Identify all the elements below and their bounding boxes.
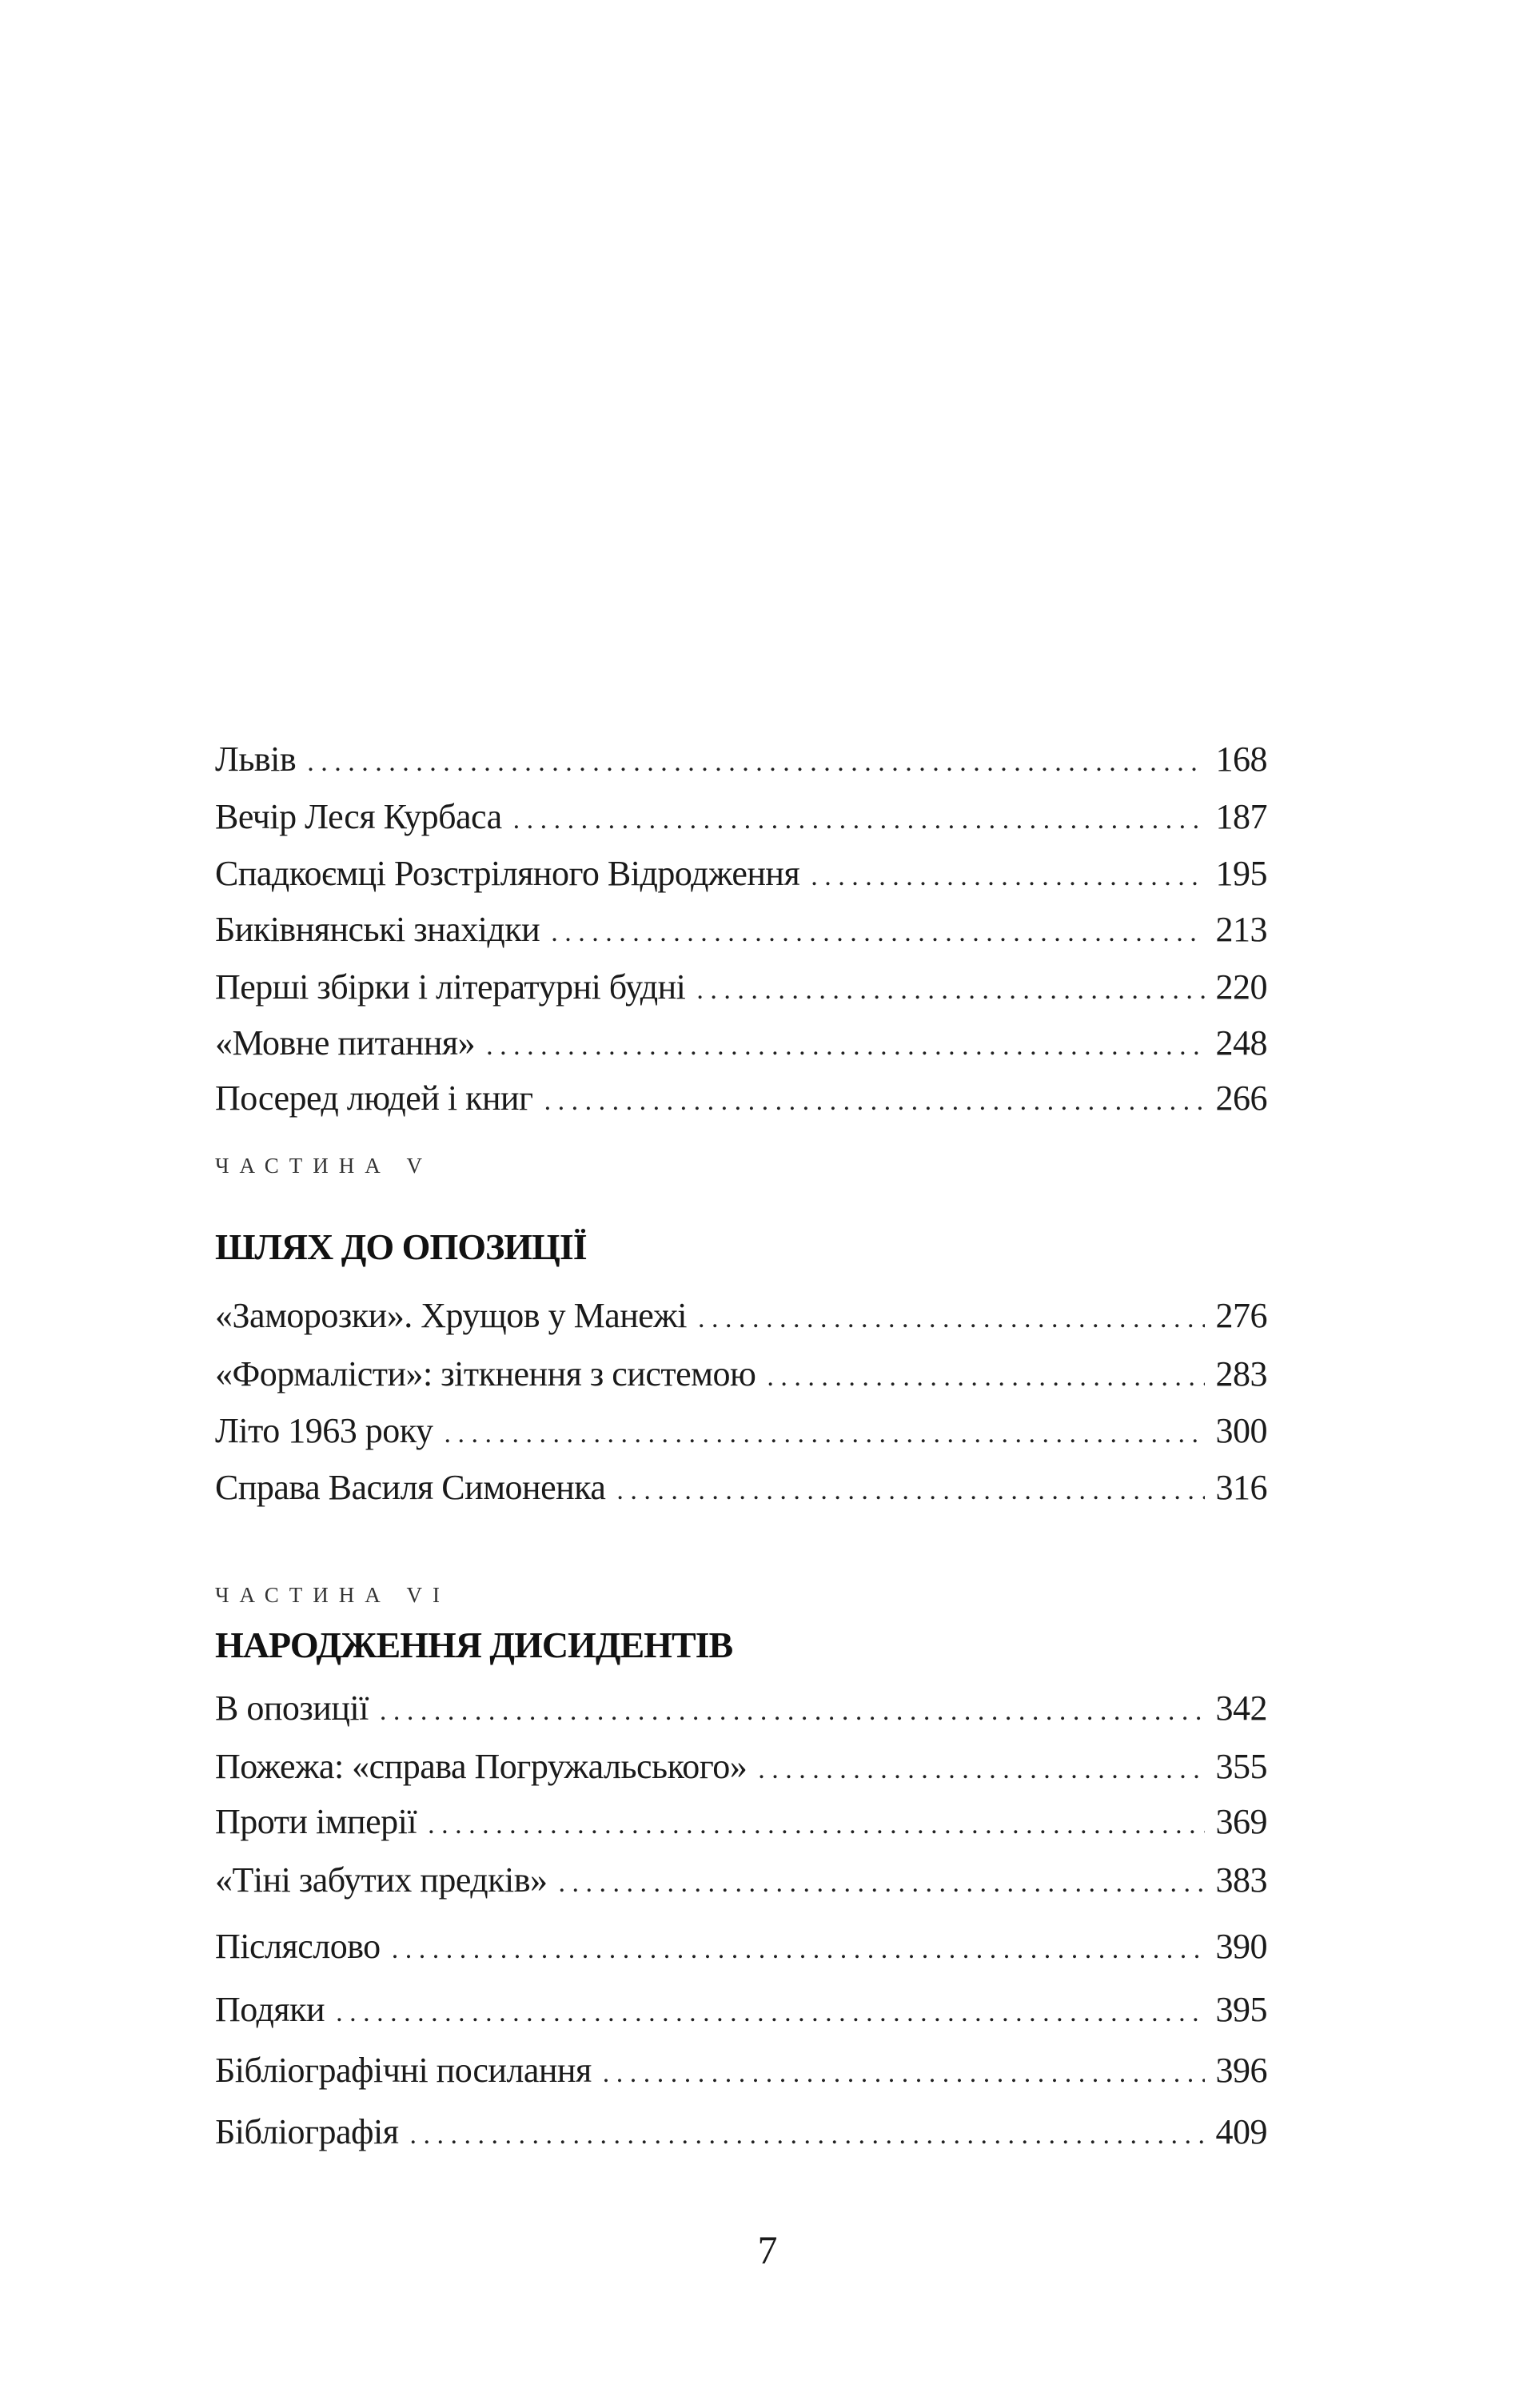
page-number: 7 <box>757 2227 778 2272</box>
toc-entry-page: 396 <box>1215 2051 1267 2090</box>
toc-entry-title: Пожежа: «справа Погружальського» <box>215 1747 748 1786</box>
toc-entry-title: Літо 1963 року <box>215 1411 433 1450</box>
toc-entry <box>215 1986 1267 2034</box>
toc-entry-title: Бібліографія <box>215 2112 399 2151</box>
toc-entry <box>215 1074 1267 1122</box>
toc-entry-page: 220 <box>1215 967 1267 1007</box>
part-title: ШЛЯХ ДО ОПОЗИЦІЇ <box>215 1226 587 1267</box>
toc-entry-page: 300 <box>1215 1411 1267 1450</box>
dot-leader <box>380 1688 1205 1736</box>
dot-leader <box>410 2111 1205 2159</box>
toc-entry <box>215 1350 1267 1398</box>
dot-leader <box>307 739 1204 787</box>
dot-leader <box>767 1354 1204 1401</box>
toc-entry-title: Спадкоємці Розстріляного Відродження <box>215 854 800 893</box>
dot-leader <box>559 1860 1205 1908</box>
toc-entry <box>215 1684 1267 1732</box>
toc-entry-title: Посеред людей і книг <box>215 1078 533 1118</box>
dot-leader <box>758 1746 1204 1794</box>
toc-entry-page: 213 <box>1215 910 1267 949</box>
toc-entry <box>215 1923 1267 1971</box>
toc-entry-title: «Формалісти»: зіткнення з системою <box>215 1354 756 1393</box>
toc-entry <box>215 850 1267 898</box>
toc-entry-title: Львів <box>215 740 297 779</box>
toc-entry-title: Перші збірки і літературні будні <box>215 967 686 1007</box>
toc-entry-page: 369 <box>1215 1802 1267 1841</box>
toc-entry-title: Проти імперії <box>215 1802 417 1841</box>
toc-entry-title: В опозиції <box>215 1688 369 1728</box>
toc-entry <box>215 1019 1267 1067</box>
toc-entry <box>215 1798 1267 1846</box>
dot-leader <box>811 853 1204 901</box>
toc-entry-title: Бібліографічні посилання <box>215 2051 592 2090</box>
toc-entry <box>215 963 1267 1011</box>
dot-leader <box>616 1467 1204 1515</box>
toc-entry-title: «Тіні забутих предків» <box>215 1860 548 1900</box>
toc-entry-title: «Заморозки». Хрущов у Манежі <box>215 1296 687 1335</box>
dot-leader <box>392 1926 1205 1974</box>
part-label: ЧАСТИНА VI <box>215 1583 450 1607</box>
dot-leader <box>336 1989 1204 2037</box>
dot-leader <box>428 1801 1204 1849</box>
toc-entry-page: 187 <box>1215 797 1267 836</box>
toc-entry-title: Вечір Леся Курбаса <box>215 797 502 836</box>
toc-entry <box>215 1292 1267 1340</box>
dot-leader <box>513 796 1205 844</box>
toc-entry-page: 383 <box>1215 1860 1267 1900</box>
toc-entry-page: 409 <box>1215 2112 1267 2151</box>
toc-entry-page: 395 <box>1215 1990 1267 2029</box>
toc-entry <box>215 736 1267 783</box>
toc-entry-page: 342 <box>1215 1688 1267 1728</box>
toc-entry <box>215 1743 1267 1791</box>
part-title: НАРОДЖЕННЯ ДИСИДЕНТІВ <box>215 1625 733 1665</box>
dot-leader <box>698 1295 1205 1343</box>
dot-leader <box>544 1078 1205 1126</box>
toc-entry-title: Подяки <box>215 1990 325 2029</box>
toc-entry-page: 248 <box>1215 1023 1267 1062</box>
toc-entry-page: 168 <box>1215 740 1267 779</box>
toc-entry-page: 283 <box>1215 1354 1267 1393</box>
toc-entry <box>215 1407 1267 1455</box>
toc-entry-page: 390 <box>1215 1927 1267 1966</box>
toc-entry <box>215 1856 1267 1904</box>
toc-entry-page: 316 <box>1215 1468 1267 1507</box>
toc-entry-page: 276 <box>1215 1296 1267 1335</box>
dot-leader <box>444 1410 1204 1458</box>
part-label: ЧАСТИНА V <box>215 1154 433 1178</box>
toc-entry-title: Післяслово <box>215 1927 381 1966</box>
toc-entry <box>215 2108 1267 2156</box>
toc-entry-page: 195 <box>1215 854 1267 893</box>
dot-leader <box>551 909 1204 957</box>
toc-entry-page: 266 <box>1215 1078 1267 1118</box>
toc-entry-title: «Мовне питання» <box>215 1023 476 1062</box>
toc-entry <box>215 906 1267 954</box>
dot-leader <box>486 1023 1204 1070</box>
toc-entry-title: Биківнянські знахідки <box>215 910 540 949</box>
toc-entry <box>215 1464 1267 1512</box>
dot-leader <box>696 967 1204 1015</box>
toc-entry-title: Справа Василя Симоненка <box>215 1468 606 1507</box>
toc-entry-page: 355 <box>1215 1747 1267 1786</box>
toc-entry <box>215 2047 1267 2095</box>
dot-leader <box>603 2050 1205 2098</box>
toc-entry <box>215 793 1267 841</box>
